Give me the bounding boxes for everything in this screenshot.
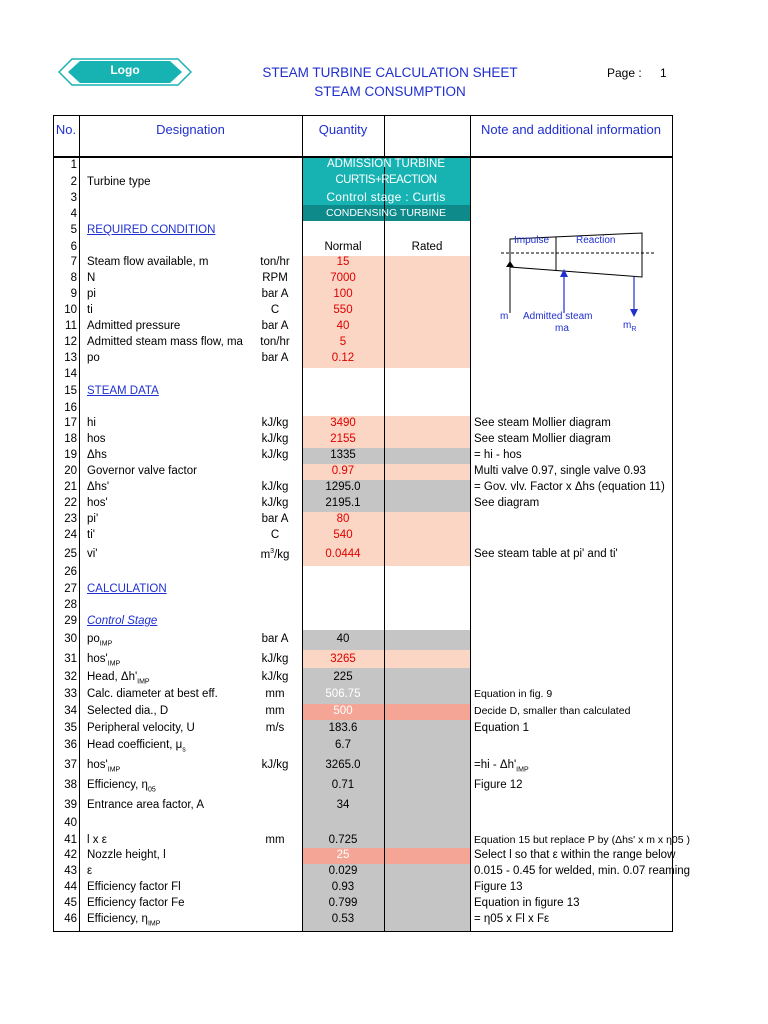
row-number: 28: [64, 599, 77, 611]
designation-cell: l x ε: [87, 834, 107, 846]
row-number: 41: [64, 834, 77, 846]
designation-cell: ti': [87, 529, 95, 541]
unit-cell: kJ/kg: [261, 417, 289, 429]
row-number: 34: [64, 705, 77, 717]
unit-cell: $m^3/kg$: [260, 548, 290, 561]
designation-cell: po: [87, 352, 100, 364]
quantity-cell: 0.97: [331, 465, 355, 477]
unit-cell: kJ/kg: [261, 449, 289, 461]
quantity-cell: 7000: [330, 272, 356, 284]
quantity-cell: 2195.1: [325, 497, 361, 509]
unit-cell: bar A: [261, 513, 289, 525]
row-number: 7: [70, 256, 77, 268]
rated-label: Rated: [411, 241, 443, 253]
quantity-cell: 500: [333, 705, 353, 717]
designation-cell: hi: [87, 417, 96, 429]
section-heading: REQUIRED CONDITION: [87, 224, 216, 236]
unit-cell: kJ/kg: [261, 653, 289, 665]
quantity-cell: 0.71: [331, 779, 355, 791]
quantity-cell: 100: [333, 288, 353, 300]
row-number: 4: [70, 208, 77, 220]
row-number: 12: [64, 336, 77, 348]
quantity-cell: 34: [336, 799, 350, 811]
designation-cell: N: [87, 272, 96, 284]
row-number: 17: [64, 417, 77, 429]
banner-line-1: ADMISSION TURBINE: [327, 158, 445, 170]
unit-cell: kJ/kg: [261, 759, 289, 771]
quantity-cell: 550: [333, 304, 353, 316]
normal-label: Normal: [324, 241, 362, 253]
note-cell: Figure 12: [474, 779, 523, 791]
m-label: m: [500, 311, 509, 322]
designation-cell: Efficiency factor Fl: [87, 881, 181, 893]
section-heading: STEAM DATA: [87, 385, 159, 397]
note-cell: Equation in figure 13: [474, 897, 580, 909]
designation-cell: Governor valve factor: [87, 465, 197, 477]
row-number: 35: [64, 722, 77, 734]
logo-text: Logo: [110, 63, 140, 77]
unit-cell: m/s: [265, 722, 285, 734]
row-number: 5: [70, 224, 77, 236]
unit-cell: bar A: [261, 633, 289, 645]
row-number: 8: [70, 272, 77, 284]
note-cell: Equation 1: [474, 722, 529, 734]
quantity-cell: 0.799: [328, 897, 358, 909]
designation-cell: $hos'_{IMP}$: [87, 653, 121, 668]
unit-cell: bar A: [261, 352, 289, 364]
note-cell: = Gov. vlv. Factor x Δhs (equation 11): [474, 481, 665, 493]
row-number: 3: [70, 192, 77, 204]
note-cell: See steam table at pi' and ti': [474, 548, 618, 560]
row-number: 29: [64, 615, 77, 627]
note-cell: Figure 13: [474, 881, 523, 893]
note-cell: Select l so that ε within the range below: [474, 849, 676, 861]
note-cell: See steam Mollier diagram: [474, 417, 611, 429]
designation-cell: ti: [87, 304, 93, 316]
col-header-quantity: Quantity: [318, 122, 368, 137]
unit-cell: C: [270, 529, 280, 541]
row-number: 18: [64, 433, 77, 445]
quantity-cell: 40: [336, 633, 350, 645]
designation-cell: Nozzle height, l: [87, 849, 166, 861]
quantity-cell: 0.93: [331, 881, 355, 893]
row-number: 20: [64, 465, 77, 477]
quantity-cell: 540: [333, 529, 353, 541]
unit-cell: mm: [265, 688, 285, 700]
quantity-cell: 0.12: [331, 352, 355, 364]
col-header-designation: Designation: [156, 122, 225, 137]
row-number: 15: [64, 385, 77, 397]
quantity-cell: 6.7: [335, 739, 351, 751]
unit-cell: bar A: [261, 320, 289, 332]
row-number: 36: [64, 739, 77, 751]
banner-line-4: CONDENSING TURBINE: [326, 207, 446, 219]
row-number: 11: [65, 320, 77, 332]
row-number: 9: [70, 288, 77, 300]
unit-cell: mm: [265, 834, 285, 846]
impulse-label: Impulse: [514, 235, 550, 246]
note-cell: $=hi - \Delta h'_{IMP}$: [474, 759, 529, 774]
note-cell: See diagram: [474, 497, 540, 509]
note-cell: 0.015 - 0.45 for welded, min. 0.07 reaming: [474, 865, 691, 877]
quantity-cell: 2155: [330, 433, 356, 445]
section-heading: CALCULATION: [87, 583, 167, 595]
row-number: 27: [64, 583, 77, 595]
quantity-cell: 3265: [330, 653, 356, 665]
note-cell: Equation in fig. 9: [474, 688, 553, 700]
row-number: 46: [64, 913, 77, 925]
section-heading: Control Stage: [87, 615, 158, 627]
row-number: 1: [70, 159, 77, 171]
row-number: 32: [64, 671, 77, 683]
unit-cell: ton/hr: [260, 256, 290, 268]
designation-cell: pi: [87, 288, 96, 300]
designation-cell: Head coefficient, $\mu_s$: [87, 739, 186, 754]
quantity-cell: 3265.0: [325, 759, 361, 771]
row-number: 38: [64, 779, 77, 791]
row-number: 42: [64, 849, 77, 861]
calculation-table: [53, 115, 691, 932]
row-number: 23: [64, 513, 77, 525]
unit-cell: kJ/kg: [261, 497, 289, 509]
quantity-cell: 0.725: [328, 834, 358, 846]
designation-cell: pi': [87, 513, 99, 525]
designation-cell: Selected dia., D: [87, 705, 169, 717]
unit-cell: kJ/kg: [261, 481, 289, 493]
designation-cell: Head, $\Delta h'_{IMP}$: [87, 671, 150, 686]
quantity-cell: 5: [339, 336, 347, 348]
designation-cell: Admitted steam mass flow, ma: [87, 336, 243, 348]
designation-cell: Δhs: [87, 449, 107, 461]
unit-cell: RPM: [262, 272, 288, 284]
banner-line-3: Control stage : Curtis: [326, 190, 446, 204]
row-number: 45: [64, 897, 77, 909]
designation-cell: vi': [87, 548, 98, 560]
note-cell: See steam Mollier diagram: [474, 433, 611, 445]
row-number: 14: [64, 368, 77, 380]
row-number: 33: [64, 688, 77, 700]
unit-cell: kJ/kg: [261, 671, 289, 683]
quantity-cell: 0.53: [331, 913, 355, 925]
page-number: 1: [660, 66, 667, 80]
quantity-cell: 506.75: [325, 688, 361, 700]
quantity-cell: 15: [336, 256, 350, 268]
designation-cell: $po_{IMP}$: [87, 633, 113, 648]
designation-cell: Δhs': [87, 481, 110, 493]
note-cell: Multi valve 0.97, single valve 0.93: [474, 465, 646, 477]
note-cell: Equation 15 but replace P by (Δhs' x m x η05 ): [474, 834, 691, 846]
quantity-cell: 225: [333, 671, 353, 683]
row-number: 30: [64, 633, 77, 645]
note-cell: = hi - hos: [474, 449, 522, 461]
mr-label: $m_R$: [623, 320, 637, 333]
row-number: 40: [64, 817, 77, 829]
quantity-cell: 40: [336, 320, 350, 332]
sheet-subtitle: STEAM CONSUMPTION: [314, 84, 466, 99]
designation-cell: Efficiency, $\eta_{05}$: [87, 779, 156, 794]
row-number: 6: [70, 241, 77, 253]
designation-cell: hos: [87, 433, 106, 445]
designation-cell: Calc. diameter at best eff.: [87, 688, 218, 700]
quantity-cell: 3490: [330, 417, 356, 429]
row-number: 2: [70, 176, 77, 188]
quantity-cell: 183.6: [328, 722, 358, 734]
row-number: 39: [64, 799, 77, 811]
row-number: 10: [64, 304, 77, 316]
quantity-cell: 1295.0: [325, 481, 361, 493]
designation-cell: Entrance area factor, A: [87, 799, 204, 811]
quantity-cell: 1335: [330, 449, 356, 461]
unit-cell: mm: [265, 705, 285, 717]
designation-cell: Steam flow available, m: [87, 256, 209, 268]
designation-cell: ε: [87, 865, 93, 877]
designation-cell: Efficiency, $\eta_{IMP}$: [87, 913, 161, 928]
quantity-cell: 25: [336, 849, 350, 861]
row-number: 19: [64, 449, 77, 461]
row-number: 16: [64, 402, 77, 414]
admitted-steam-label: Admitted steam: [523, 311, 593, 322]
note-cell: = η05 x Fl x Fε: [474, 913, 550, 925]
row-number: 13: [64, 352, 77, 364]
row-number: 26: [64, 566, 77, 578]
row-number: 25: [64, 548, 77, 560]
row-number: 22: [64, 497, 77, 509]
designation-cell: hos': [87, 497, 108, 509]
logo: [58, 58, 192, 86]
page-label: Page :: [607, 66, 642, 80]
unit-cell: bar A: [261, 288, 289, 300]
row-number: 44: [64, 881, 77, 893]
designation-cell: Admitted pressure: [87, 320, 181, 332]
sheet-title: STEAM TURBINE CALCULATION SHEET: [262, 65, 518, 80]
unit-cell: C: [270, 304, 280, 316]
ma-label: ma: [555, 323, 569, 334]
quantity-cell: 80: [336, 513, 350, 525]
note-cell: Decide D, smaller than calculated: [474, 705, 631, 717]
designation-cell: Turbine type: [87, 176, 151, 188]
banner-line-2: CURTIS+REACTION: [335, 174, 437, 186]
unit-cell: ton/hr: [260, 336, 290, 348]
quantity-cell: 0.0444: [325, 548, 361, 560]
designation-cell: $hos'_{IMP}$: [87, 759, 121, 774]
col-header-no: No.: [55, 122, 77, 137]
col-header-note: Note and additional information: [481, 122, 661, 137]
row-number: 31: [64, 653, 77, 665]
reaction-label: Reaction: [576, 235, 616, 246]
designation-cell: Efficiency factor Fe: [87, 897, 185, 909]
row-number: 21: [64, 481, 77, 493]
quantity-cell: 0.029: [328, 865, 358, 877]
row-number: 43: [64, 865, 77, 877]
row-number: 24: [64, 529, 77, 541]
unit-cell: kJ/kg: [261, 433, 289, 445]
row-number: 37: [64, 759, 77, 771]
designation-cell: Peripheral velocity, U: [87, 722, 195, 734]
